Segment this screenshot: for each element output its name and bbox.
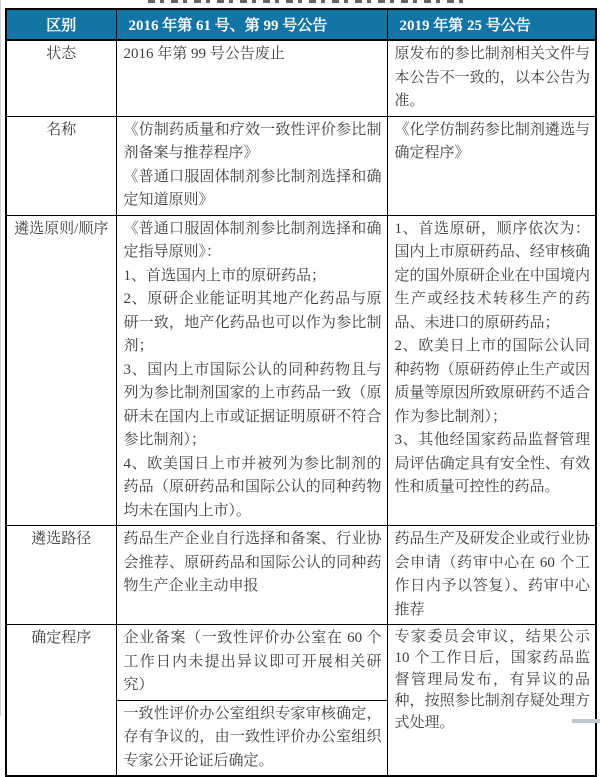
status-2016-cell — [116, 40, 387, 116]
path-2019-cell — [387, 526, 596, 625]
name-2019-cell — [387, 116, 596, 215]
comparison-table — [5, 8, 597, 777]
cell-paragraph: 1、首选国内上市的原研药品； — [123, 267, 327, 284]
row-label-name: 名称 — [6, 116, 116, 215]
cell-paragraph: 3、其他经国家药品监督管理局评估确定具有安全性、有效性和质量可控性的药品。 — [394, 432, 590, 495]
principles-2016-cell — [116, 215, 387, 526]
cell-paragraph: 专家委员会审议，结果公示 10 个工作日后，国家药品监督管理局发布，有异议的品种，按照参比制剂存疑处理方式处理。 — [394, 629, 590, 731]
cell-paragraph: 企业备案（一致性评价办公室在 60 个工作日内未提出异议即可开展相关研究） — [123, 630, 382, 693]
header-cell-2016-announcement: 2016 年第 61 号、第 99 号公告 — [116, 9, 387, 40]
row-label-status: 状态 — [6, 40, 116, 116]
cell-paragraph: 2、欧美日上市的国际公认同种药物（原研药停止生产或因质量等原因所致原研药不适合作为参比制剂）； — [394, 338, 590, 425]
row-label-selection-path: 遴选路径 — [6, 526, 116, 625]
row-label-selection-principles: 遴选原则/顺序 — [6, 215, 116, 526]
header-cell-difference: 区别 — [6, 9, 116, 40]
cell-paragraph: 《普通口服固体制剂参比制剂选择和确定知道原则》 — [123, 168, 382, 208]
cell-paragraph: 4、欧美国日上市并被列为参比制剂的药品（原研药品和国际公认的同种药物均未在国内上市）。 — [123, 455, 382, 519]
cell-paragraph: 原发布的参比制剂相关文件与本公告不一致的，以本公告为准。 — [394, 46, 590, 109]
scrollbar-fragment — [572, 719, 600, 723]
path-2016-cell — [116, 526, 387, 625]
table-row-determination-procedure — [6, 625, 596, 701]
table-row-status — [6, 40, 596, 116]
cell-paragraph: 药品生产及研发企业或行业协会申请（药审中心在 60 个工作日内予以答复）、药审中心推荐 — [394, 531, 590, 618]
table-header-row — [6, 9, 596, 40]
table-row-name — [6, 116, 596, 215]
status-2019-cell — [387, 40, 596, 116]
clipped-title-fragment — [148, 0, 466, 3]
header-cell-2019-announcement: 2019 年第 25 号公告 — [387, 9, 596, 40]
table-row-selection-principles — [6, 215, 596, 526]
cell-paragraph: 《仿制药质量和疗效一致性评价参比制剂备案与推荐程序》 — [123, 121, 382, 161]
principles-2019-cell — [387, 215, 596, 526]
cell-paragraph: 一致性评价办公室组织专家审核确定，存有争议的，由一致性评价办公室组织专家公开论证后确定。 — [123, 705, 382, 769]
cell-paragraph: 3、国内上市国际公认的同种药物且与列为参比制剂国家的上市药品一致（原研未在国内上市或证据证明原研不符合参比制剂）； — [123, 361, 382, 448]
row-label-determination-procedure: 确定程序 — [6, 625, 116, 777]
table-row-selection-path — [6, 526, 596, 625]
cell-paragraph: 1、首选原研，顺序依次为：国内上市原研药品、经审核确定的国外原研企业在中国境内生产或经技术转移生产的药品、未进口的原研药品； — [394, 220, 590, 331]
procedure-2019-cell — [387, 625, 596, 777]
cell-paragraph: 药品生产企业自行选择和备案、行业协会推荐、原研药品和国际公认的同种药物生产企业主动申报 — [123, 531, 382, 594]
procedure-2016-cell-filing — [116, 625, 387, 701]
cell-paragraph: 2016 年第 99 号公告废止 — [123, 46, 285, 62]
name-2016-cell — [116, 116, 387, 215]
screenshot-edge-line — [0, 0, 1, 716]
cell-paragraph: 《普通口服固体制剂参比制剂选择和确定指导原则》： — [123, 220, 382, 260]
cell-paragraph: 2、原研企业能证明其地产化药品与原研一致，地产化药品也可以作为参比制剂； — [123, 291, 382, 354]
procedure-2016-cell-review — [116, 700, 387, 776]
cell-paragraph: 《化学仿制药参比制剂遴选与确定程序》 — [394, 121, 590, 161]
